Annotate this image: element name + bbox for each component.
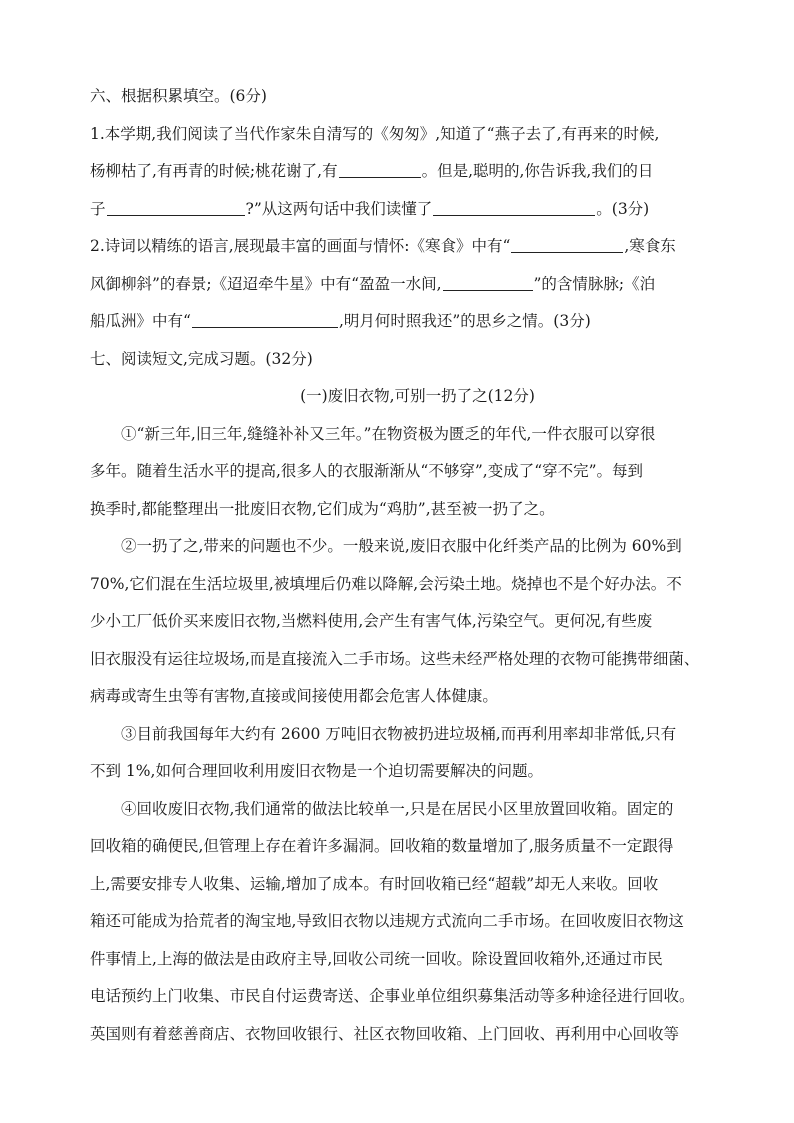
q2-line-2 <box>90 266 715 304</box>
q1-text-3a: 子 <box>90 199 106 218</box>
q1-line-3 <box>90 191 715 229</box>
q2-text-3b: ,明月何时照我还”的思乡之情。(3分) <box>338 312 591 330</box>
paragraph-line: 英国则有着慈善商店、衣物回收银行、社区衣物回收箱、上门回收、再利用中心回收等 <box>90 1024 680 1043</box>
paragraph-line: ④回收废旧衣物,我们通常的做法比较单一,只是在居民小区里放置回收箱。固定的 <box>121 799 674 818</box>
section-6-heading: 六、根据积累填空。(6分) <box>90 87 267 105</box>
paragraph-line: 病毒或寄生虫等有害物,直接或间接使用都会危害人体健康。 <box>90 687 498 705</box>
article-title: (一)废旧衣物,可别一扔了之(12分) <box>300 387 535 405</box>
paragraph-line: 上,需要安排专人收集、运输,增加了成本。有时回收箱已经“超载”却无人来收。回收 <box>90 874 659 893</box>
paragraph-line: ①“新三年,旧三年,缝缝补补又三年。”在物资极为匮乏的年代,一件衣服可以穿很 <box>121 424 656 443</box>
q2-line-1 <box>90 228 715 266</box>
q2-line-3 <box>90 303 715 341</box>
q1-text-2a: 杨柳枯了,有再青的时候;桃花谢了,有 <box>90 162 338 180</box>
section-7-heading: 七、阅读短文,完成习题。(32分) <box>90 349 313 368</box>
q1-text-3b: ?”从这两句话中我们读懂了 <box>245 199 433 218</box>
q1-line-2 <box>90 153 715 191</box>
q2-blank-1[interactable] <box>511 237 623 254</box>
q2-text-3a: 船瓜洲》中有“ <box>90 312 191 330</box>
q2-blank-3[interactable] <box>192 312 338 329</box>
paragraph-line: 件事情上,上海的做法是由政府主导,回收公司统一回收。除设置回收箱外,还通过市民 <box>90 949 663 968</box>
paragraph-line: 箱还可能成为拾荒者的淘宝地,导致旧衣物以违规方式流向二手市场。在回收废旧衣物这 <box>90 912 684 930</box>
q2-text-2b: ”的含情脉脉;《泊 <box>533 274 656 293</box>
paragraph-line: ②一扔了之,带来的问题也不少。一般来说,废旧衣服中化纤类产品的比例为 60%到 <box>121 537 682 555</box>
q1-line-1 <box>90 116 715 154</box>
q2-blank-2[interactable] <box>443 274 533 291</box>
q2-text-1b: ,寒食东 <box>624 237 676 255</box>
paragraph-line: 70%,它们混在生活垃圾里,被填埋后仍难以降解,会污染土地。烧掉也不是个好办法。不 <box>90 574 682 593</box>
q2-text-1a: 2.诗词以精练的语言,展现最丰富的画面与情怀:《寒食》中有“ <box>90 237 511 255</box>
paragraph-line: 少小工厂低价买来废旧衣物,当燃料使用,会产生有害气体,污染空气。更何况,有些废 <box>90 612 653 630</box>
paragraph-line: 电话预约上门收集、市民自付运费寄送、企事业单位组织募集活动等多种途径进行回收。 <box>90 987 695 1005</box>
q1-text-1: 1.本学期,我们阅读了当代作家朱自清写的《匆匆》,知道了“燕子去了,有再来的时候, <box>90 124 660 143</box>
q1-blank-2[interactable] <box>107 199 245 216</box>
paragraph-line: 旧衣服没有运往垃圾场,而是直接流入二手市场。这些未经严格处理的衣物可能携带细菌、 <box>90 649 700 668</box>
q1-blank-3[interactable] <box>433 199 595 216</box>
q2-text-2a: 风御柳斜”的春景;《迢迢牵牛星》中有“盈盈一水间, <box>90 274 442 293</box>
document-page <box>90 78 715 1053</box>
q1-text-3c: 。(3分) <box>596 199 650 218</box>
q1-text-2b: 。但是,聪明的,你告诉我,我们的日 <box>421 162 654 180</box>
paragraph-line: 多年。随着生活水平的提高,很多人的衣服渐渐从“不够穿”,变成了“穿不完”。每到 <box>90 462 644 480</box>
q1-blank-1[interactable] <box>339 162 421 179</box>
paragraph-line: ③目前我国每年大约有 2600 万吨旧衣物被扔进垃圾桶,而再利用率却非常低,只有 <box>121 724 677 743</box>
paragraph-line: 换季时,都能整理出一批废旧衣物,它们成为“鸡肋”,甚至被一扔了之。 <box>90 499 555 518</box>
paragraph-line: 不到 1%,如何合理回收利用废旧衣物是一个迫切需要解决的问题。 <box>90 762 543 780</box>
paragraph-line: 回收箱的确便民,但管理上存在着许多漏洞。回收箱的数量增加了,服务质量不一定跟得 <box>90 837 674 855</box>
